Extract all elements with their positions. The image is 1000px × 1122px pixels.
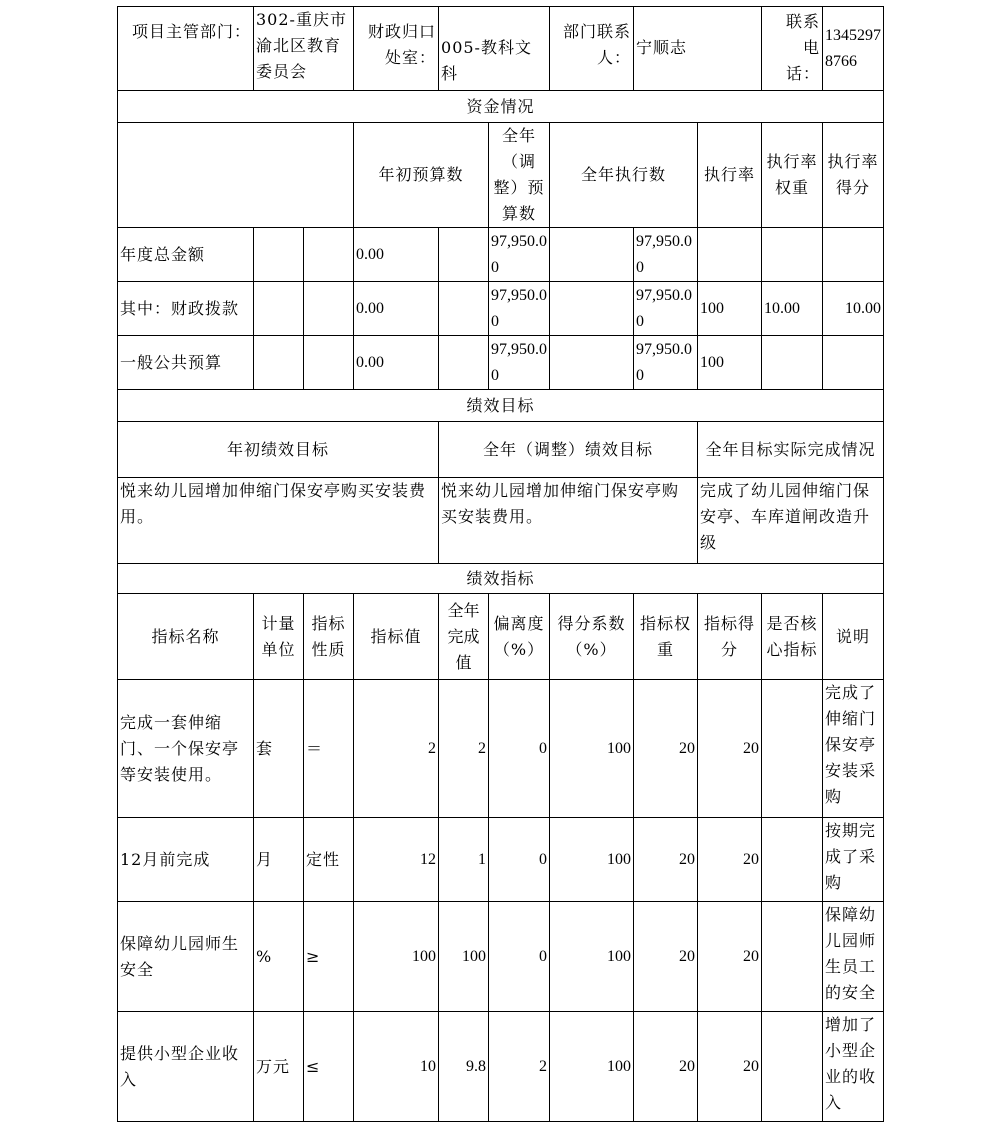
goals-header-row xyxy=(118,422,884,478)
ind-name: 保障幼儿园师生安全 xyxy=(118,902,254,1012)
funds-score xyxy=(823,228,884,282)
funds-section-title: 资金情况 xyxy=(118,91,884,123)
ind-note: 按期完成了采购 xyxy=(823,818,884,902)
indicators-header-row xyxy=(118,594,884,680)
ind-core xyxy=(762,902,823,1012)
funds-initial: 0.00 xyxy=(354,228,439,282)
ind-deviation: 0 xyxy=(489,818,550,902)
indicator-row xyxy=(118,680,884,818)
funds-executed: 97,950.00 xyxy=(634,282,698,336)
funds-col-rate: 执行率 xyxy=(698,123,762,228)
ind-name: 12月前完成 xyxy=(118,818,254,902)
funds-header-row xyxy=(118,123,884,228)
funds-adjusted: 97,950.00 xyxy=(489,336,550,390)
ind-completed: 1 xyxy=(439,818,489,902)
funds-row xyxy=(118,336,884,390)
goals-adjusted-text: 悦来幼儿园增加伸缩门保安亭购买安装费用。 xyxy=(439,478,698,564)
goals-content-row xyxy=(118,478,884,564)
ind-name: 完成一套伸缩门、一个保安亭等安装使用。 xyxy=(118,680,254,818)
goals-actual-text: 完成了幼儿园伸缩门保安亭、车库道闸改造升级 xyxy=(698,478,884,564)
ind-completed: 2 xyxy=(439,680,489,818)
ind-coefficient: 100 xyxy=(550,1012,634,1122)
ind-col-nature: 指标性质 xyxy=(304,594,354,680)
ind-value: 100 xyxy=(354,902,439,1012)
ind-weight: 20 xyxy=(634,680,698,818)
finance-label: 财政归口处室： xyxy=(354,7,439,91)
goals-col-adjusted: 全年（调整）绩效目标 xyxy=(439,422,698,478)
funds-col-executed: 全年执行数 xyxy=(550,123,698,228)
ind-unit: 万元 xyxy=(254,1012,304,1122)
dept-label: 项目主管部门： xyxy=(118,7,254,91)
goals-col-initial: 年初绩效目标 xyxy=(118,422,439,478)
funds-row xyxy=(118,282,884,336)
ind-note: 完成了伸缩门保安亭安装采购 xyxy=(823,680,884,818)
ind-col-coefficient: 得分系数（%） xyxy=(550,594,634,680)
ind-col-value: 指标值 xyxy=(354,594,439,680)
ind-unit: % xyxy=(254,902,304,1012)
ind-note: 增加了小型企业的收入 xyxy=(823,1012,884,1122)
indicator-row xyxy=(118,1012,884,1122)
funds-col-score: 执行率得分 xyxy=(823,123,884,228)
ind-unit: 月 xyxy=(254,818,304,902)
funds-weight xyxy=(762,228,823,282)
ind-core xyxy=(762,680,823,818)
funds-adjusted: 97,950.00 xyxy=(489,282,550,336)
funds-row-label: 其中：财政拨款 xyxy=(118,282,254,336)
ind-col-deviation: 偏离度（%） xyxy=(489,594,550,680)
goals-section-title: 绩效目标 xyxy=(118,390,884,422)
funds-rate: 100 xyxy=(698,282,762,336)
funds-col-weight: 执行率权重 xyxy=(762,123,823,228)
funds-header-blank xyxy=(118,123,354,228)
funds-executed: 97,950.00 xyxy=(634,228,698,282)
ind-coefficient: 100 xyxy=(550,902,634,1012)
ind-core xyxy=(762,1012,823,1122)
performance-table xyxy=(117,6,884,1122)
funds-rate: 100 xyxy=(698,336,762,390)
funds-rate xyxy=(698,228,762,282)
ind-note: 保障幼儿园师生员工的安全 xyxy=(823,902,884,1012)
goals-col-actual: 全年目标实际完成情况 xyxy=(698,422,884,478)
funds-initial: 0.00 xyxy=(354,282,439,336)
ind-nature: 定性 xyxy=(304,818,354,902)
ind-deviation: 0 xyxy=(489,680,550,818)
ind-col-core: 是否核心指标 xyxy=(762,594,823,680)
finance-value: 005-教科文科 xyxy=(439,7,550,91)
ind-col-unit: 计量单位 xyxy=(254,594,304,680)
ind-deviation: 0 xyxy=(489,902,550,1012)
funds-col-adjusted: 全年（调整）预算数 xyxy=(489,123,550,228)
ind-score: 20 xyxy=(698,680,762,818)
dept-value: 302-重庆市渝北区教育委员会 xyxy=(254,7,354,91)
ind-value: 12 xyxy=(354,818,439,902)
ind-deviation: 2 xyxy=(489,1012,550,1122)
funds-score: 10.00 xyxy=(823,282,884,336)
ind-score: 20 xyxy=(698,1012,762,1122)
ind-completed: 100 xyxy=(439,902,489,1012)
phone-label: 联系电话： xyxy=(762,7,823,91)
indicators-section-title: 绩效指标 xyxy=(118,564,884,594)
funds-score xyxy=(823,336,884,390)
ind-value: 10 xyxy=(354,1012,439,1122)
funds-weight: 10.00 xyxy=(762,282,823,336)
ind-nature: ≤ xyxy=(304,1012,354,1122)
header-row xyxy=(118,7,884,91)
funds-row-label: 年度总金额 xyxy=(118,228,254,282)
ind-completed: 9.8 xyxy=(439,1012,489,1122)
ind-weight: 20 xyxy=(634,902,698,1012)
funds-col-initial: 年初预算数 xyxy=(354,123,489,228)
indicator-row xyxy=(118,902,884,1012)
ind-nature: ≥ xyxy=(304,902,354,1012)
phone-value: 13452978766 xyxy=(823,7,884,91)
funds-initial: 0.00 xyxy=(354,336,439,390)
contact-value: 宁顺志 xyxy=(634,7,762,91)
ind-col-completed: 全年完成值 xyxy=(439,594,489,680)
ind-score: 20 xyxy=(698,902,762,1012)
ind-weight: 20 xyxy=(634,818,698,902)
ind-score: 20 xyxy=(698,818,762,902)
ind-col-name: 指标名称 xyxy=(118,594,254,680)
ind-col-note: 说明 xyxy=(823,594,884,680)
ind-coefficient: 100 xyxy=(550,818,634,902)
ind-core xyxy=(762,818,823,902)
funds-row xyxy=(118,228,884,282)
contact-label: 部门联系人： xyxy=(550,7,634,91)
indicator-row xyxy=(118,818,884,902)
ind-weight: 20 xyxy=(634,1012,698,1122)
goals-initial-text: 悦来幼儿园增加伸缩门保安亭购买安装费用。 xyxy=(118,478,439,564)
ind-coefficient: 100 xyxy=(550,680,634,818)
funds-row-label: 一般公共预算 xyxy=(118,336,254,390)
ind-value: 2 xyxy=(354,680,439,818)
funds-adjusted: 97,950.00 xyxy=(489,228,550,282)
funds-weight xyxy=(762,336,823,390)
ind-nature: ＝ xyxy=(304,680,354,818)
ind-col-weight: 指标权重 xyxy=(634,594,698,680)
ind-col-score: 指标得分 xyxy=(698,594,762,680)
ind-name: 提供小型企业收入 xyxy=(118,1012,254,1122)
funds-executed: 97,950.00 xyxy=(634,336,698,390)
ind-unit: 套 xyxy=(254,680,304,818)
